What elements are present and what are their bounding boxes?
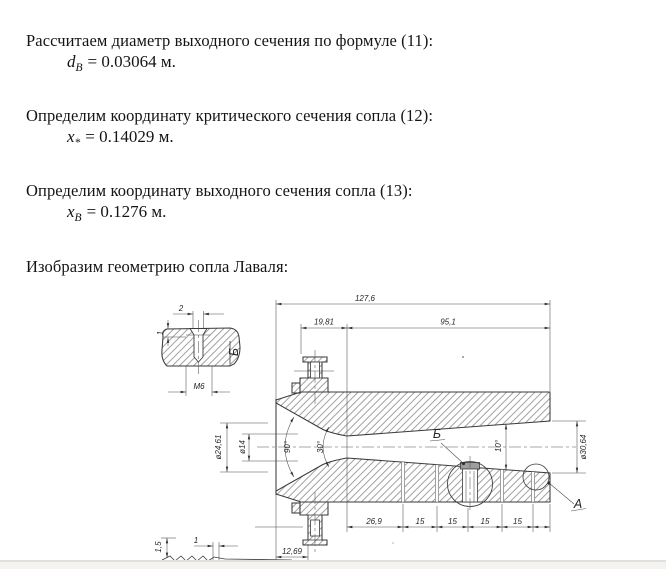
formula-critical-coordinate	[67, 127, 174, 149]
formula-variable: d	[67, 52, 76, 71]
formula-value: = 0.03064 м.	[87, 52, 176, 71]
dim-port-spacing: 15	[480, 517, 490, 526]
dim-port-spacing: 15	[415, 517, 425, 526]
scan-speckle	[462, 356, 464, 358]
detail-a-height-label: 1,5	[154, 541, 163, 553]
lower-body-section	[276, 458, 550, 502]
dim-port-spacing: 15	[513, 517, 522, 526]
detail-a-pitch-label: 1	[193, 536, 199, 545]
page-edge	[0, 560, 666, 569]
dim-converging-angle: 30°	[316, 440, 325, 454]
upper-body-section	[276, 392, 550, 436]
dim-flange-offset: 12,69	[281, 547, 303, 556]
paragraph-formula-11: Рассчитаем диаметр выходного сечения по формуле (11):	[26, 30, 434, 50]
dim-diverging-length: 95,1	[440, 317, 456, 327]
formula-variable: x	[67, 202, 75, 221]
detail-b-view	[156, 304, 241, 396]
formula-subscript: B	[75, 62, 83, 74]
formula-value: = 0.14029 м.	[85, 127, 174, 146]
formula-subscript: B	[74, 212, 82, 224]
detail-a-view	[154, 536, 292, 562]
dim-exit-diameter: ø30,64	[579, 434, 588, 460]
dim-inlet-cone-angle: 90°	[283, 440, 292, 454]
laval-nozzle-drawing	[0, 280, 666, 562]
dim-throat-diameter: ø14	[238, 440, 247, 454]
detail-b-width-label: 2	[178, 304, 184, 313]
formula-variable: x	[67, 127, 75, 146]
paragraph-formula-13: Определим координату выходного сечения сопла (13):	[26, 180, 413, 200]
paragraph-formula-12: Определим координату критического сечения сопла (12):	[26, 105, 434, 125]
formula-value: = 0.1276 м.	[86, 202, 167, 221]
view-b-designation: Б	[227, 347, 241, 357]
dim-inlet-diameter: ø24,61	[214, 434, 223, 460]
dim-total-length: 127,6	[354, 294, 376, 303]
dim-flange-length: 19,81	[313, 317, 335, 327]
port-b-designation: Б	[432, 427, 442, 441]
scan-speckle	[392, 542, 394, 544]
formula-exit-coordinate	[67, 202, 166, 224]
paragraph-figure-intro: Изобразим геометрию сопла Лаваля:	[26, 256, 289, 276]
detail-a-designation: А	[573, 497, 583, 511]
dim-diverging-angle: 10°	[494, 439, 503, 453]
formula-subscript: *	[74, 137, 81, 149]
dim-port-spacing: 15	[448, 517, 457, 526]
detail-b-chamfer-label: 1	[156, 330, 165, 336]
dim-first-port-offset: 26,9	[366, 517, 382, 526]
detail-b-thread-label: М6	[193, 382, 205, 391]
formula-exit-diameter	[67, 52, 176, 74]
